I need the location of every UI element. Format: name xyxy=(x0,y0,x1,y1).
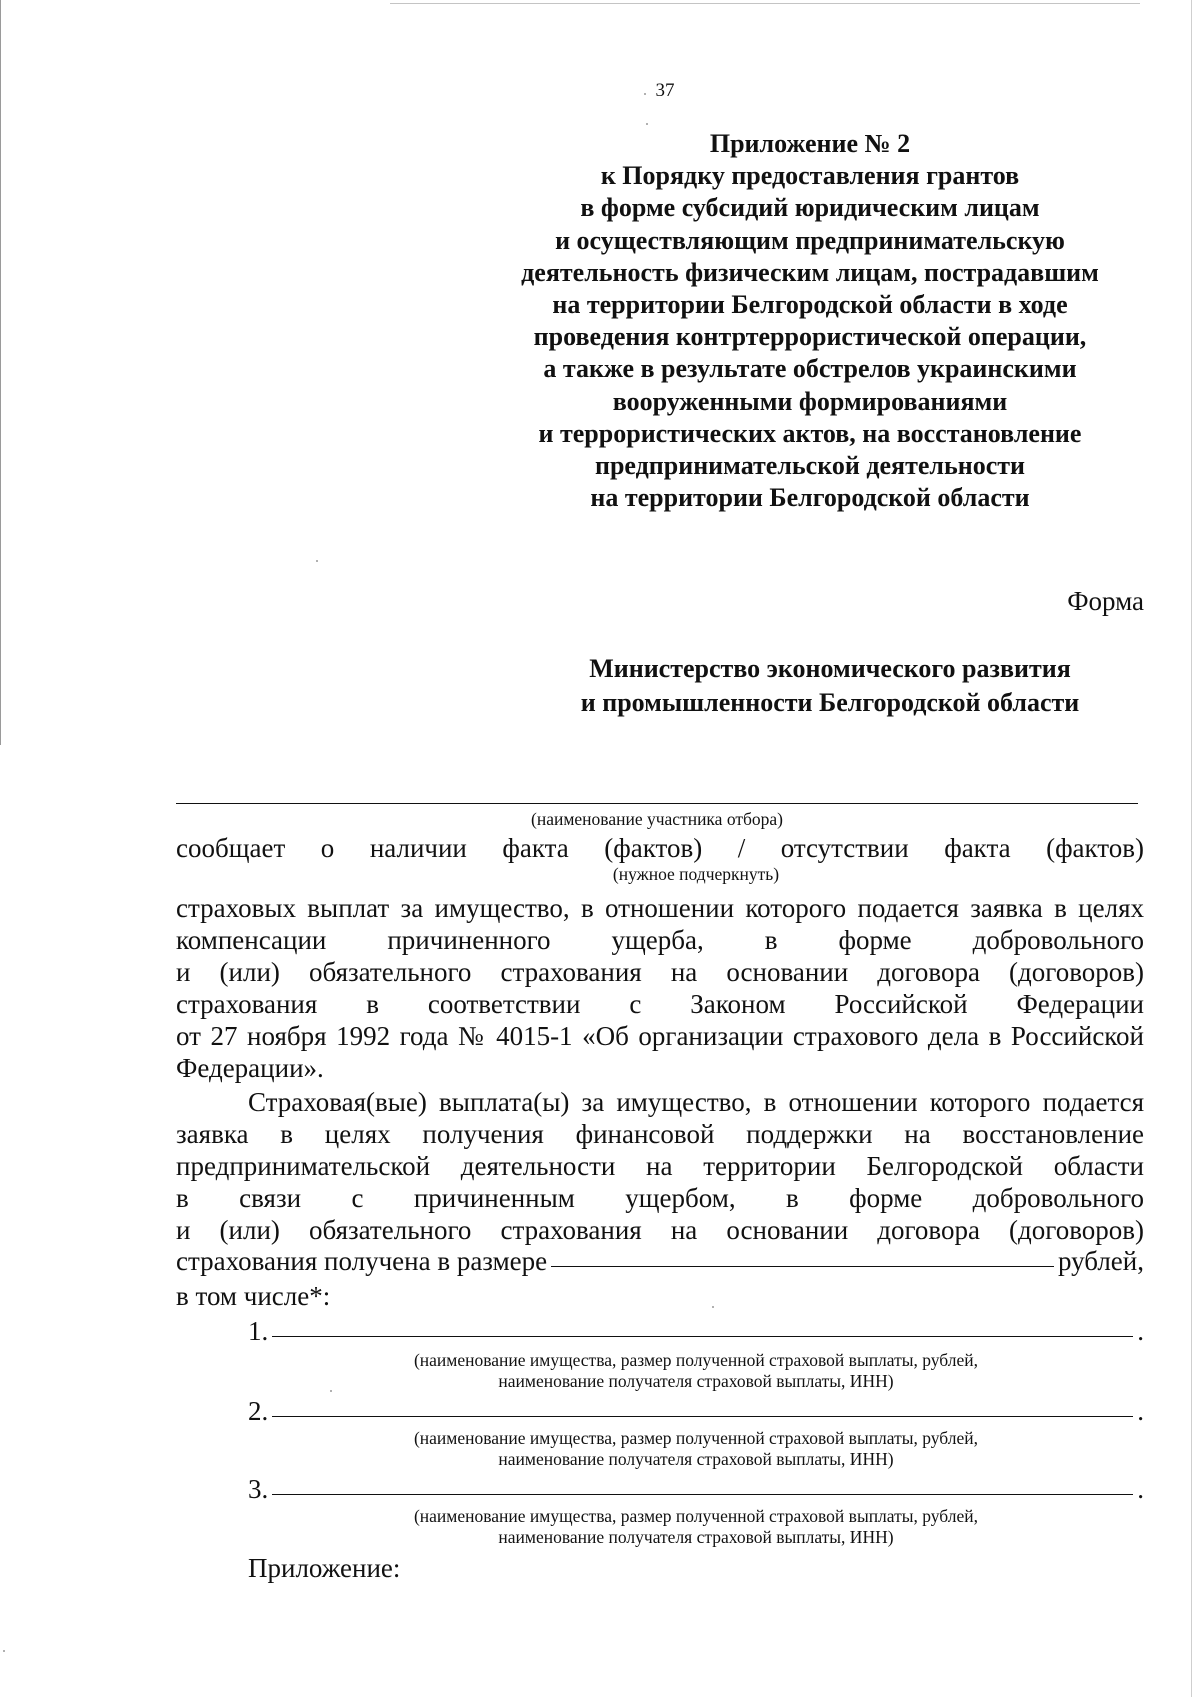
page-number: 37 xyxy=(655,80,675,101)
paragraph-line: Федерации». xyxy=(176,1053,324,1083)
appendix-line: в форме субсидий юридическим лицам xyxy=(580,193,1040,223)
paragraph-line: страхования в соответствии с Законом Российской Федерации xyxy=(176,989,1144,1019)
item-caption xyxy=(176,1350,1200,1392)
paragraph-line: и (или) обязательного страхования на основании договора (договоров) xyxy=(176,957,1144,987)
appendix-line: и террористических актов, на восстановление xyxy=(538,418,1082,448)
appendix-heading xyxy=(480,128,1140,514)
item-number: 3. xyxy=(248,1474,269,1504)
scan-edge-top xyxy=(390,3,1140,4)
paragraph-line: Страховая(вые) выплата(ы) за имущество, в отношении которого подается xyxy=(248,1087,1144,1117)
item-caption-line: (наименование имущества, размер полученной страховой выплаты, рублей, xyxy=(413,1506,979,1526)
scan-speck xyxy=(646,123,648,125)
participant-caption: (наименование участника отбора) xyxy=(531,809,783,829)
appendix-line: и осуществляющим предпринимательскую xyxy=(555,225,1065,255)
item-blank[interactable] xyxy=(272,1494,1133,1495)
item-caption xyxy=(176,1506,1200,1548)
ministry-addressee xyxy=(530,652,1130,720)
paragraph-line: страховых выплат за имущество, в отношении которого подается заявка в целях xyxy=(176,893,1144,923)
scan-speck xyxy=(712,1306,714,1308)
appendix-line: предпринимательской деятельности xyxy=(594,451,1025,481)
ministry-line: Министерство экономического развития xyxy=(589,654,1071,683)
item-caption xyxy=(176,1428,1200,1470)
item-number: 2. xyxy=(248,1396,269,1426)
participant-name-blank[interactable] xyxy=(176,803,1138,804)
scan-speck xyxy=(644,93,646,95)
reports-line: сообщает о наличии факта (фактов) / отсутствии факта (фактов) xyxy=(176,833,1144,863)
appendix-line: вооруженными формированиями xyxy=(612,386,1008,416)
attachment-label: Приложение: xyxy=(248,1553,401,1583)
scan-speck xyxy=(3,1650,5,1652)
paragraph-line: в связи с причиненным ущербом, в форме добровольного xyxy=(176,1183,1144,1213)
underline-caption: (нужное подчеркнуть) xyxy=(612,864,780,884)
item-end: . xyxy=(1137,1316,1144,1346)
appendix-line: к Порядку предоставления грантов xyxy=(600,161,1020,191)
paragraph-line: компенсации причиненного ущерба, в форме добровольного xyxy=(176,925,1144,955)
paragraph-line: предпринимательской деятельности на территории Белгородской области xyxy=(176,1151,1144,1181)
paragraph-line: от 27 ноября 1992 года № 4015-1 «Об организации страхового дела в Российской xyxy=(176,1021,1144,1051)
amount-row xyxy=(176,1246,1144,1278)
item-caption-line: наименование получателя страховой выплаты, ИНН) xyxy=(498,1527,894,1547)
item-caption-line: наименование получателя страховой выплаты, ИНН) xyxy=(498,1371,894,1391)
paragraph-line: и (или) обязательного страхования на основании договора (договоров) xyxy=(176,1215,1144,1245)
amount-blank[interactable] xyxy=(551,1266,1054,1267)
list-item xyxy=(248,1316,1144,1348)
appendix-line: деятельность физическим лицам, пострадавшим xyxy=(521,257,1099,287)
paragraph-line: заявка в целях получения финансовой поддержки на восстановление xyxy=(176,1119,1144,1149)
item-number: 1. xyxy=(248,1316,269,1346)
item-caption-line: наименование получателя страховой выплаты, ИНН) xyxy=(498,1449,894,1469)
item-end: . xyxy=(1137,1396,1144,1426)
list-item xyxy=(248,1474,1144,1506)
appendix-line: на территории Белгородской области в ходе xyxy=(552,290,1068,320)
including-label: в том числе*: xyxy=(176,1281,331,1311)
amount-suffix: рублей, xyxy=(1057,1246,1144,1276)
appendix-title: Приложение № 2 xyxy=(709,129,911,158)
ministry-line: и промышленности Белгородской области xyxy=(580,688,1080,717)
item-blank[interactable] xyxy=(272,1416,1133,1417)
scan-speck xyxy=(330,1390,332,1392)
item-blank[interactable] xyxy=(272,1336,1133,1337)
item-caption-line: (наименование имущества, размер полученной страховой выплаты, рублей, xyxy=(413,1428,979,1448)
item-end: . xyxy=(1137,1474,1144,1504)
form-label: Форма xyxy=(1067,586,1144,616)
scan-speck xyxy=(316,560,318,562)
appendix-line: на территории Белгородской области xyxy=(590,483,1030,513)
list-item xyxy=(248,1396,1144,1428)
scan-edge-left xyxy=(0,0,1,745)
appendix-line: проведения контртеррористической операции, xyxy=(533,322,1087,352)
amount-prefix: страхования получена в размере xyxy=(176,1246,548,1276)
appendix-line: а также в результате обстрелов украинскими xyxy=(543,354,1077,384)
item-caption-line: (наименование имущества, размер полученной страховой выплаты, рублей, xyxy=(413,1350,979,1370)
